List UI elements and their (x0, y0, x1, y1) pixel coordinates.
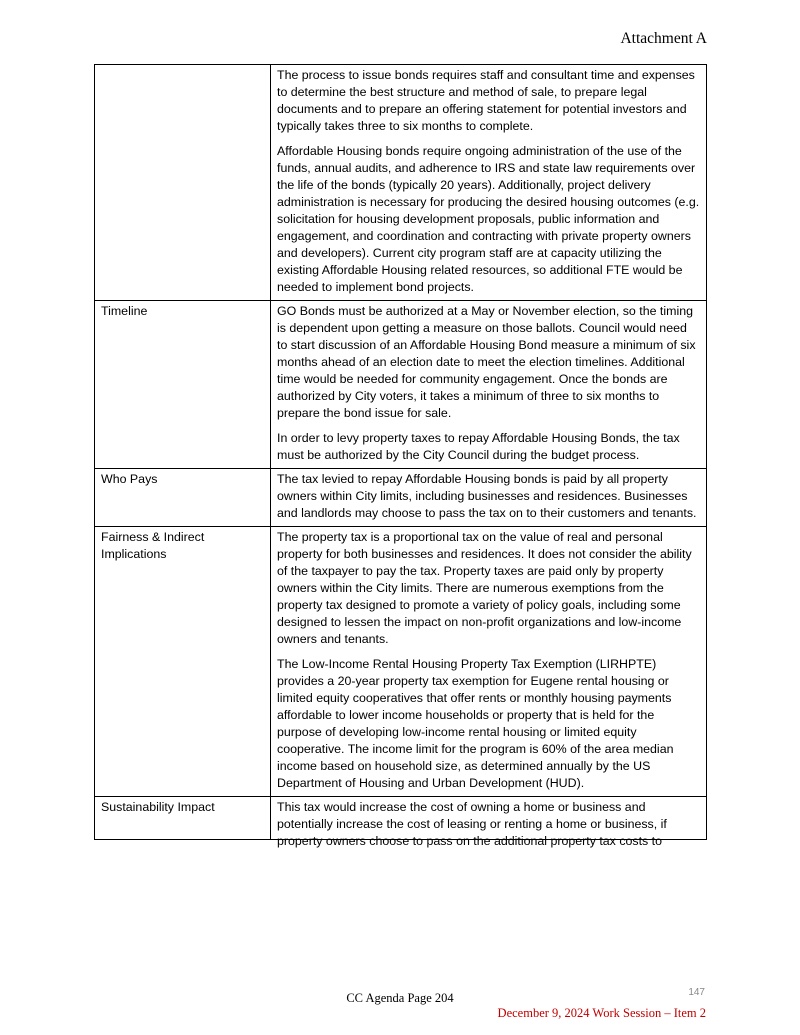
row-label: Timeline (95, 301, 271, 469)
row-content (271, 469, 707, 527)
row-label: Fairness & Indirect Implications (95, 527, 271, 797)
paragraph: Affordable Housing bonds require ongoing administration of the use of the funds, annual audits, and adherence to IRS and state law requirements over the life of the bonds (typically 20 years). Additionally, project delivery administration is necessary for producing the desired housing outcomes (e.g. solicitation for housing development proposals, public information and engagement, and coordination and contracting with private property owners and developers). Current city program staff are at capacity utilizing the existing Affordable Housing related resources, so additional FTE would be needed to implement bond projects. (277, 144, 700, 294)
paragraph: The property tax is a proportional tax on the value of real and personal property for both businesses and residences. It does not consider the ability of the taxpayer to pay the tax. Property taxes are paid only by property owners within the City limits. There are numerous exemptions from the property tax designed to promote a variety of policy goals, including some designed to lessen the impact on non-profit organizations and low-income owners and tenants. (277, 530, 692, 646)
row-label: Sustainability Impact (95, 797, 271, 840)
bond-analysis-table (94, 64, 707, 848)
row-label: Who Pays (95, 469, 271, 527)
work-session-label: December 9, 2024 Work Session – Item 2 (497, 1006, 706, 1020)
page-number: 147 (688, 987, 705, 998)
paragraph: This tax would increase the cost of owning a home or business and potentially increase the cost of leasing or renting a home or business, if property owners choose to pass on the additional property tax costs to (277, 800, 667, 848)
paragraph: The process to issue bonds requires staff and consultant time and expenses to determine the best structure and method of sale, to prepare legal documents and to prepare an offering statement for potential investors and typically takes three to six months to complete. (277, 68, 695, 133)
paragraph: In order to levy property taxes to repay Affordable Housing Bonds, the tax must be authorized by the City Council during the budget process. (277, 431, 680, 462)
paragraph: The Low-Income Rental Housing Property Tax Exemption (LIRHPTE) provides a 20-year property tax exemption for Eugene rental housing or limited equity cooperatives that offer rents or monthly housing payments affordable to lower income households or property that is held for the purpose of developing low-income rental housing or limited equity cooperative. The income limit for the program is 60% of the area median income based on household size, as determined annually by the US Department of Housing and Urban Development (HUD). (277, 657, 674, 790)
paragraph: The tax levied to repay Affordable Housing bonds is paid by all property owners within City limits, including businesses and residences. Businesses and landlords may choose to pass the tax on to their customers and tenants. (277, 472, 697, 520)
row-content (271, 301, 707, 469)
paragraph: GO Bonds must be authorized at a May or November election, so the timing is dependent upon getting a measure on those ballots. Council would need to start discussion of an Affordable Housing Bond measure a minimum of six months ahead of an election date to meet the election timelines. Additional time would be needed for community engagement. Once the bonds are authorized by City voters, it takes a minimum of three to six months to prepare the bond issue for sale. (277, 304, 696, 420)
row-content (271, 797, 707, 848)
row-label (95, 65, 271, 301)
table-row (95, 527, 707, 797)
row-content (271, 65, 707, 301)
table-row (95, 65, 707, 301)
table-row (95, 469, 707, 527)
table-row (95, 797, 707, 840)
agenda-page-label: CC Agenda Page 204 (346, 991, 454, 1005)
attachment-header: Attachment A (620, 30, 707, 47)
table-row (95, 301, 707, 469)
row-content (271, 527, 707, 797)
